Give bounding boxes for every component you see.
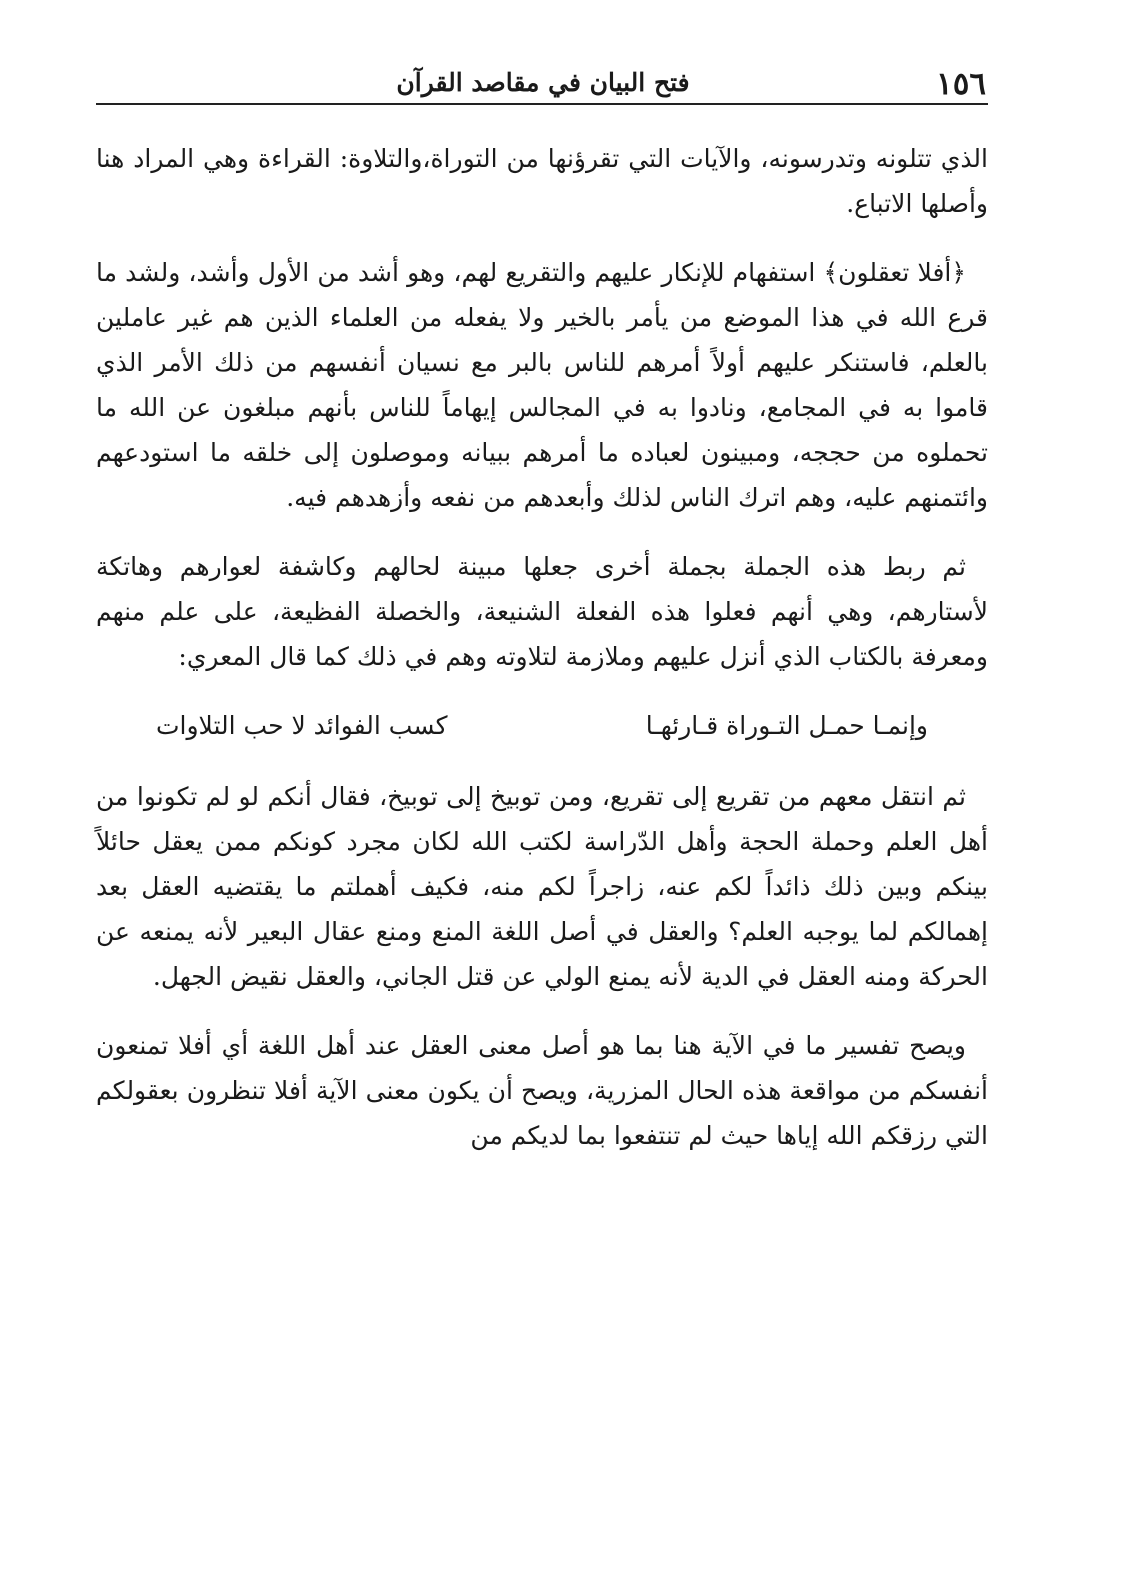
body-text [96,136,988,1182]
poetry-verse [156,703,928,748]
page-number: ١٥٦ [936,66,986,102]
paragraph: ويصح تفسير ما في الآية هنا بما هو أصل معنى العقل عند أهل اللغة أي أفلا تمنعون أنفسكم من مواقعة هذه الحال المزرية، ويصح أن يكون معنى الآية أفلا تنظرون بعقولكم التي رزقكم الله إياها حيث لم تنتفعوا بما لديكم من [96,1031,988,1150]
running-header [98,62,988,106]
paragraph: ﴿أفلا تعقلون﴾ استفهام للإنكار عليهم والتقريع لهم، وهو أشد من الأول وأشد، ولشد ما قرع الله في هذا الموضع من يأمر بالخير ولا يفعله من العلماء الذين هم غير عاملين بالعلم، فاستنكر عليهم أولاً أمرهم للناس بالبر مع نسيان أنفسهم من ذلك الأمر الذي قاموا به في المجامع، ونادوا به في المجالس إيهاماً للناس بأنهم مبلغون عن الله ما تحملوه من حججه، ومبينون لعباده ما أمرهم ببيانه وموصلون إلى خلقه ما استودعهم وائتمنهم عليه، وهم اترك الناس لذلك وأبعدهم من نفعه وأزهدهم فيه. [96,258,988,512]
paragraph: ثم انتقل معهم من تقريع إلى تقريع، ومن توبيخ إلى توبيخ، فقال أنكم لو لم تكونوا من أهل العلم وحملة الحجة وأهل الدّراسة لكتب الله لكان مجرد كونكم ممن يعقل حائلاً بينكم وبين ذلك ذائداً لكم عنه، زاجراً لكم منه، فكيف أهملتم ما يقتضيه العقل بعد إهمالكم لما يوجبه العلم؟ والعقل في أصل اللغة المنع ومنع عقال البعير لأنه يمنعه عن الحركة ومنه العقل في الدية لأنه يمنع الولي عن قتل الجاني، والعقل نقيض الجهل. [96,782,988,991]
header-rule [96,103,988,105]
verse-first-hemistich: وإنمـا حمـل التـوراة قـارئهـا [645,711,928,740]
book-title: فتح البيان في مقاصد القرآن [396,68,690,97]
verse-second-hemistich: كسب الفوائد لا حب التلاوات [156,711,448,740]
paragraph: ثم ربط هذه الجملة بجملة أخرى جعلها مبينة لحالهم وكاشفة لعوارهم وهاتكة لأستارهم، وهي أنهم فعلوا هذه الفعلة الشنيعة، والخصلة الفظيعة، على علم منهم ومعرفة بالكتاب الذي أنزل عليهم وملازمة لتلاوته وهم في ذلك كما قال المعري: [96,552,988,671]
paragraph: الذي تتلونه وتدرسونه، والآيات التي تقرؤنها من التوراة،والتلاوة: القراءة وهي المراد هنا وأصلها الاتباع. [96,144,988,218]
